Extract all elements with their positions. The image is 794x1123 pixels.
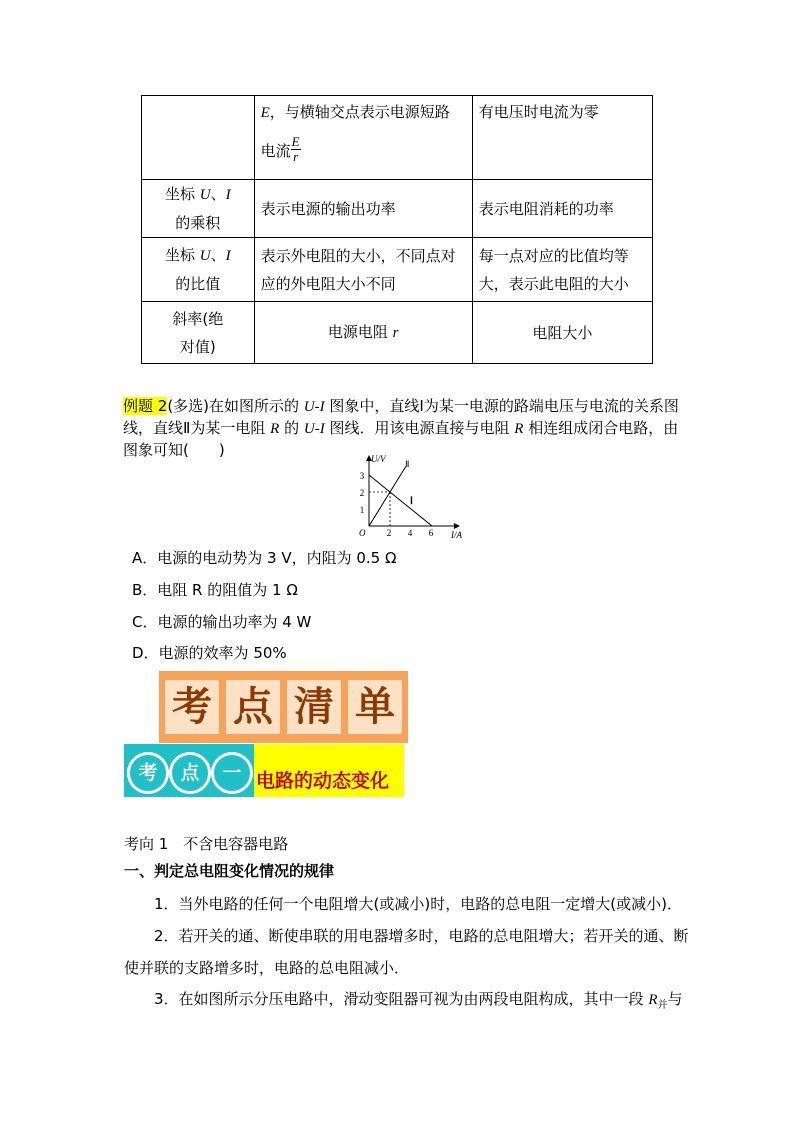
- banner-char: 考: [165, 680, 219, 734]
- point-one-badge: [124, 744, 254, 797]
- cell-text: 电流: [260, 142, 291, 160]
- direction-label: 考向 1 不含电容器电路: [124, 835, 289, 853]
- option-c: C．电源的输出功率为 4 W: [132, 613, 312, 631]
- banner-char: 单: [348, 680, 402, 734]
- symbol-e: E: [260, 105, 270, 121]
- section-title-box: [254, 744, 404, 797]
- fraction-denominator: r: [293, 149, 299, 164]
- y-tick-label: 2: [359, 488, 365, 498]
- ui-graph: [355, 450, 470, 542]
- symbol-ui: U-I: [303, 399, 325, 415]
- cell-text: 的比值: [175, 275, 221, 293]
- question-text: 的: [279, 419, 304, 437]
- badge-char: 一: [211, 752, 253, 794]
- symbol-r: R: [514, 421, 524, 437]
- key-points-banner: [159, 671, 408, 743]
- symbol-ui: U-I: [303, 421, 325, 437]
- badge-char: 点: [169, 752, 211, 794]
- series-line-2: [369, 467, 406, 527]
- table-cell: [254, 238, 472, 302]
- cell-text: 对值): [179, 337, 216, 356]
- cell-text: 电阻大小: [532, 323, 593, 342]
- para-text: 与: [667, 990, 683, 1008]
- symbol-r: r: [392, 325, 399, 341]
- banner-char: 点: [226, 680, 280, 734]
- x-tick-label: 2: [386, 528, 392, 538]
- table-cell: [142, 238, 255, 302]
- cell-text: 每一点对应的比值均等大，表示此电阻的大小: [478, 246, 629, 293]
- section-title: 电路的动态变化: [256, 770, 390, 792]
- table-cell: [142, 96, 255, 180]
- cell-text: 坐标: [164, 246, 200, 264]
- para-text: 3．在如图所示分压电路中，滑动变阻器可视为由两段电阻构成，其中一段: [154, 990, 649, 1008]
- cell-text: 斜率(绝: [172, 309, 224, 328]
- question-text: 相连组成闭合电路，由图象可知( ): [123, 419, 679, 459]
- x-tick-label: 4: [407, 528, 413, 538]
- cell-text: 表示电阻消耗的功率: [478, 199, 614, 218]
- cell-text: 有电压时电流为零: [478, 103, 599, 121]
- symbol-r: R: [648, 992, 658, 1008]
- x-tick-label: 6: [428, 528, 434, 538]
- paragraph-3: [124, 983, 696, 1022]
- table-cell: [472, 302, 652, 364]
- option-b: B．电阻 R 的阻值为 1 Ω: [132, 581, 298, 599]
- question-text: (多选)在如图所示的: [167, 397, 304, 415]
- table-cell: [254, 96, 472, 180]
- y-tick-label: 3: [359, 471, 365, 481]
- question-text: 图线．用该电源直接与电阻: [324, 419, 515, 437]
- cell-text: 的乘积: [175, 214, 221, 232]
- cell-text: 、: [210, 185, 226, 203]
- fraction: [291, 135, 301, 164]
- banner-char: 清: [287, 680, 341, 734]
- symbol-u: U: [199, 187, 211, 203]
- fraction-numerator: E: [291, 134, 300, 149]
- option-d: D．电源的效率为 50%: [132, 644, 287, 662]
- line-2-label: Ⅱ: [405, 459, 410, 469]
- symbol-r: R: [270, 421, 280, 437]
- table-cell: [142, 180, 255, 238]
- y-axis-label: U/V: [371, 454, 386, 464]
- table-cell: [142, 302, 255, 364]
- cell-text: 表示电源的输出功率: [260, 199, 396, 218]
- comparison-table: [141, 95, 653, 364]
- x-axis-label: I/A: [451, 530, 462, 540]
- table-cell: [254, 180, 472, 238]
- paragraph-1: 1．当外电路的任何一个电阻增大(或减小)时，电路的总电阻一定增大(或减小)．: [154, 895, 682, 913]
- series-line-1: [369, 475, 432, 526]
- option-a: A．电源的电动势为 3 V，内阻为 0.5 Ω: [132, 549, 397, 567]
- cell-text: 坐标: [164, 185, 200, 203]
- subscript: 并: [657, 1000, 668, 1011]
- cell-text: 、: [210, 246, 226, 264]
- origin-label: O: [359, 528, 366, 538]
- table-cell: [472, 96, 652, 180]
- symbol-u: U: [199, 248, 211, 264]
- paragraph-2: 2．若开关的通、断使串联的用电器增多时，电路的总电阻增大；若开关的通、断使并联的支路增多时，电路的总电阻减小．: [124, 927, 689, 977]
- badge-char: 考: [127, 752, 169, 794]
- symbol-i: I: [225, 187, 231, 203]
- cell-text: ，与横轴交点表示电源短路: [269, 103, 450, 121]
- example-label: 例题 2: [123, 397, 168, 415]
- table-cell: [254, 302, 472, 364]
- question-text: 图象中，直线Ⅰ为某一电源的路端电压与电流的关系图线，直线Ⅱ为某一电阻: [123, 397, 679, 437]
- rule-heading: 一、判定总电阻变化情况的规律: [124, 862, 335, 880]
- table-cell: [472, 238, 652, 302]
- table-cell: [472, 180, 652, 238]
- y-tick-label: 1: [359, 505, 365, 515]
- symbol-i: I: [225, 248, 231, 264]
- line-1-label: Ⅰ: [410, 496, 413, 507]
- cell-text: 表示外电阻的大小，不同点对应的外电阻大小不同: [260, 246, 456, 293]
- cell-text: 电源电阻: [327, 323, 393, 341]
